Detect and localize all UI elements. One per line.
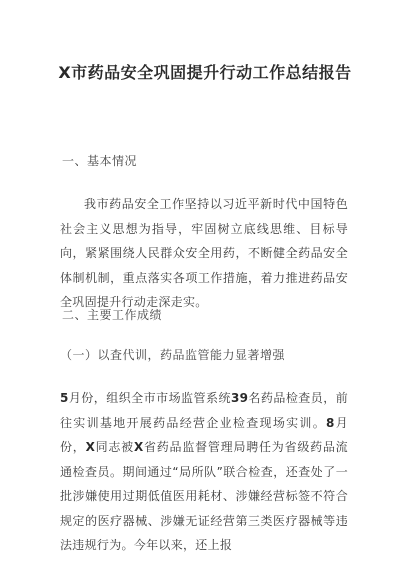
text-run: 月份， bbox=[60, 415, 348, 454]
subsection-heading-inspection-training: （一）以査代训，药品监管能力显著增强 bbox=[60, 348, 286, 362]
text-run: 名药品检查员，前往实训基地开展药品经营企业检查现场实训。 bbox=[60, 391, 349, 430]
document-title: X市药品安全巩固提升行动工作总结报告 bbox=[58, 63, 352, 82]
month-5: 5 bbox=[60, 391, 69, 405]
section-heading-basic-situation: 一、基本情况 bbox=[62, 154, 138, 168]
basic-situation-paragraph: 我市药品安全工作坚持以习近平新时代中国特色社会主义思想为指导，牢固树立底线思维、目标导向，紧紧围绕人民群众安全用药，不断健全药品安全体制机制，重点落实各项工作措施，着力推进药品安全巩固提升行动走深走实。 bbox=[60, 197, 348, 309]
inspector-count: 39 bbox=[230, 391, 249, 405]
text-run: 月份，组织全市市场监管系统 bbox=[68, 391, 231, 405]
comrade-x: X bbox=[85, 440, 96, 454]
inspection-training-paragraph bbox=[60, 386, 348, 558]
section-heading-main-achievements: 二、主要工作成绩 bbox=[62, 308, 163, 322]
month-8: 8 bbox=[326, 415, 335, 430]
text-run: 省药品监督管理局聘任为省级药品流通检查员。期间通过“局所队”联合检查，还查处了一批涉嫌使用过期低值医用耗材、涉嫌经营标签不符合规定的医疗器械、涉嫌无证经营第三类医疗器械等违法违规行为。今年以来，还上报 bbox=[60, 440, 348, 552]
text-run: 同志被 bbox=[95, 440, 134, 454]
province-x: X bbox=[133, 440, 144, 454]
